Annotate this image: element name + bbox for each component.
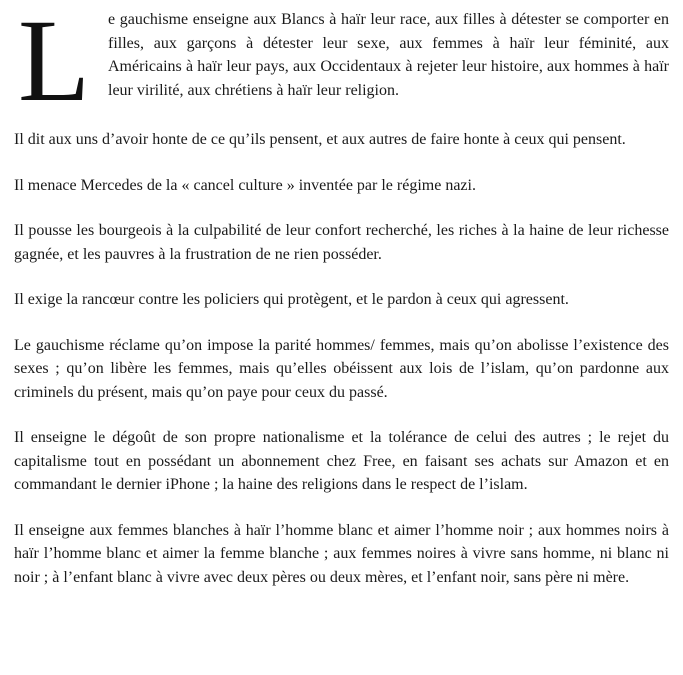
- paragraph-2: Il menace Mercedes de la « cancel culture » inventée par le régime nazi.: [14, 176, 476, 194]
- paragraph-3: Il pousse les bourgeois à la culpabilité de leur confort recherché, les riches à la haine de leur richesse gagnée, et les pauvres à la frustration de ne rien posséder.: [14, 222, 669, 263]
- first-paragraph-text: e gauchisme enseigne aux Blancs à haïr leur race, aux filles à détester se comporter en filles, aux garçons à détester leur sexe, aux femmes à haïr leur féminité, aux Américains à haïr leur pays, aux Occidentaux à rejeter leur histoire, aux hommes à haïr leur virilité, aux chrétiens à haïr leur religion.: [108, 11, 669, 99]
- paragraph-1: Il dit aux uns d’avoir honte de ce qu’ils pensent, et aux autres de faire honte à ceux qui pensent.: [14, 131, 626, 148]
- first-paragraph-block: [14, 0, 669, 126]
- paragraph-7: Il enseigne aux femmes blanches à haïr l’homme blanc et aimer l’homme noir ; aux hommes noirs à haïr l’homme blanc et aimer la femme blanche ; aux femmes noires à vivre sans homme, ni blanc ni noir ; à l’enfant blanc à vivre avec deux pères ou deux mères, et l’enfant noir, sans père ni mère.: [14, 521, 669, 586]
- paragraph-6: Il enseigne le dégoût de son propre nationalisme et la tolérance de celui des autres ; le rejet du capitalisme tout en possédant un abonnement chez Free, en faisant ses achats sur Amazon et en commandant le dernier iPhone ; la haine des religions dans le respect de l’islam.: [14, 429, 669, 493]
- paragraph-4: Il exige la rancœur contre les policiers qui protègent, et le pardon à ceux qui agressent.: [14, 291, 569, 308]
- paragraph-5: Le gauchisme réclame qu’on impose la parité hommes/ femmes, mais qu’on abolisse l’existence des sexes ; qu’on libère les femmes, mais qu’elles obéissent aux lois de l’islam, qu’on pardonne aux criminels du présent, mais qu’on paye pour ceux du passé.: [14, 336, 669, 401]
- drop-cap: L: [18, 0, 91, 126]
